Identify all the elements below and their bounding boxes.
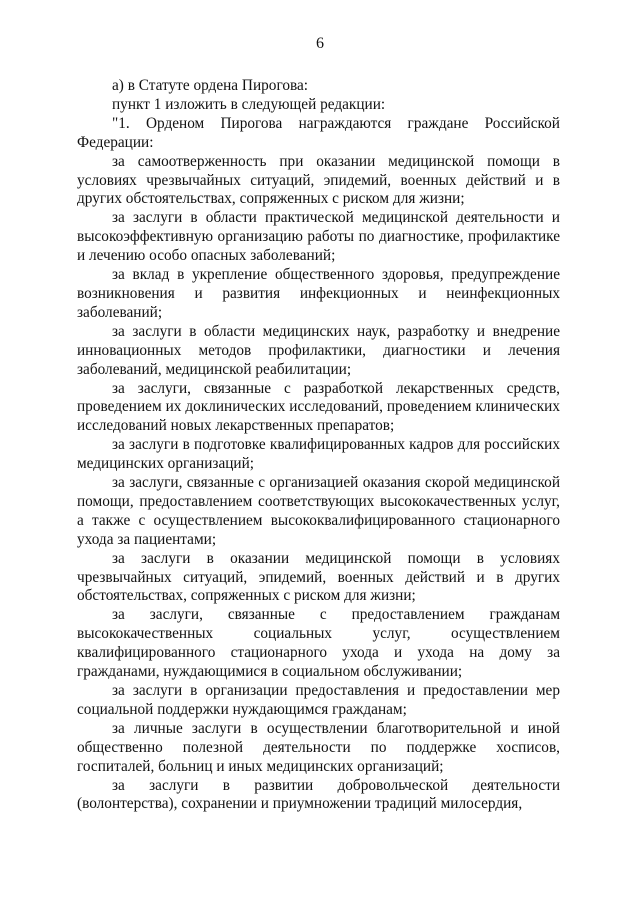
page-number: 6 — [316, 35, 324, 52]
paragraph-criterion: за заслуги в области практической медицинской деятельности и высокоэффективную организацию работы по диагностике, профилактике и лечению особо опасных заболеваний; — [77, 209, 560, 265]
paragraph-award-clause: "1. Орденом Пирогова награждаются граждане Российской Федерации: — [77, 114, 560, 151]
paragraph-criterion: за заслуги, связанные с предоставлением гражданам высококачественных социальных услуг, осуществлением квалифицированного стационарного ухода и ухода на дому за гражданами, нуждающимися в социальном обслуживании; — [77, 606, 560, 681]
paragraph-criterion: за личные заслуги в осуществлении благотворительной и иной общественно полезной деятельности по поддержке хосписов, госпиталей, больниц и иных медицинских организаций; — [77, 719, 560, 775]
document-body — [77, 77, 560, 814]
paragraph-criterion: за заслуги в организации предоставления и предоставлении мер социальной поддержки нуждающимся гражданам; — [77, 682, 560, 718]
paragraph-criterion: за заслуги, связанные с разработкой лекарственных средств, проведением их доклинических исследований, проведением клинических исследований новых лекарственных препаратов; — [77, 379, 560, 435]
paragraph-criterion: за вклад в укрепление общественного здоровья, предупреждение возникновения и развития инфекционных и неинфекционных заболеваний; — [77, 266, 560, 321]
paragraph-criterion: за заслуги в области медицинских наук, разработку и внедрение инновационных методов профилактики, диагностики и лечения заболеваний, медицинской реабилитации; — [77, 322, 560, 378]
paragraph-criterion: за заслуги, связанные с организацией оказания скорой медицинской помощи, предоставлением соответствующих высококачественных услуг, а также с осуществлением высококвалифицированного стационарного ухода за пациентами; — [77, 474, 560, 548]
paragraph-criterion: за заслуги в оказании медицинской помощи в условиях чрезвычайных ситуаций, эпидемий, военных действий и в других обстоятельствах, сопряженных с риском для жизни; — [77, 549, 560, 605]
paragraph-statute-intro: а) в Статуте ордена Пирогова: — [112, 77, 309, 94]
paragraph-criterion: за заслуги в развитии добровольческой деятельности (волонтерства), сохранении и приумножении традиций милосердия, — [77, 776, 560, 813]
paragraph-edit-instruction: пункт 1 изложить в следующей редакции: — [112, 95, 386, 113]
paragraph-criterion: за самоотверженность при оказании медицинской помощи в условиях чрезвычайных ситуаций, эпидемий, военных действий и в других обстоятельствах, сопряженных с риском для жизни; — [77, 152, 560, 208]
paragraph-criterion: за заслуги в подготовке квалифицированных кадров для российских медицинских организаций; — [77, 436, 560, 473]
